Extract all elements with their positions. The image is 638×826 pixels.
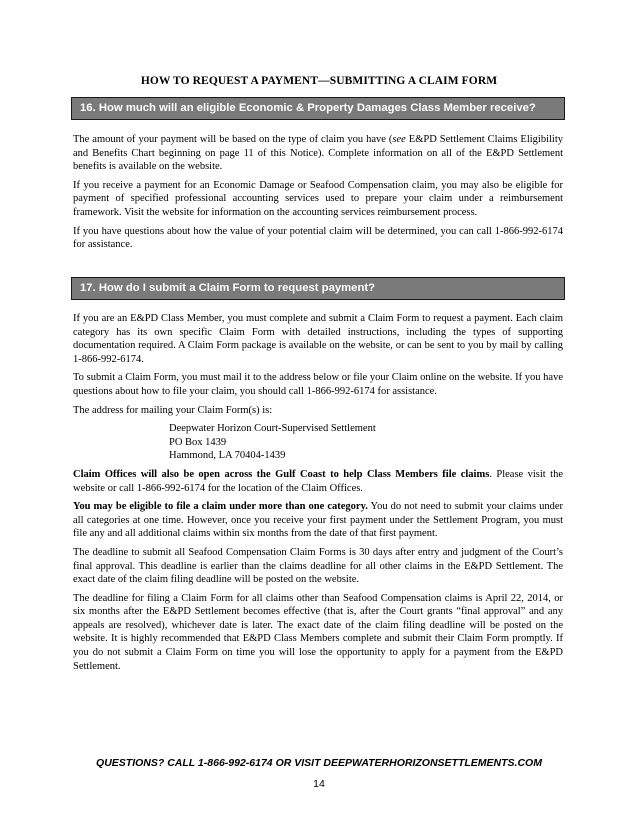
paragraph: The deadline to submit all Seafood Compensation Claim Forms is 30 days after entry and judgment of the Court’s final approval. This deadline is earlier than the claims deadline for all other claims in the E&PD Settlement. The exact date of the claim filing deadline will be posted on the website. [73, 546, 563, 586]
question-17-answer [73, 312, 563, 678]
address-line: PO Box 1439 [169, 436, 227, 448]
text: The amount of your payment will be based on the type of claim you have ( [73, 134, 393, 145]
paragraph [73, 133, 563, 174]
page-title: HOW TO REQUEST A PAYMENT—SUBMITTING A CLAIM FORM [140, 75, 498, 87]
question-16-heading: 16. How much will an eligible Economic & Property Damages Class Member receive? [71, 97, 565, 120]
text: E&PD Settlement Claims Eligibility and Benefits Chart beginning on page 11 of this Notice). Complete information on all of the E&PD Settlement benefits is available on the website. [73, 134, 563, 173]
paragraph: The deadline for filing a Claim Form for all claims other than Seafood Compensation claims is April 22, 2014, or six months after the E&PD Settlement becomes effective (that is, after the Court grants “final approval” and any appeals are resolved), whichever date is later. The exact date of the claim filing deadline will be posted on the website. It is highly recommended that E&PD Class Members complete and submit their Claim Form promptly. If you do not submit a Claim Form on time you will lose the opportunity to apply for a payment from the E&PD Settlement. [73, 592, 563, 672]
page-number: 14 [313, 778, 325, 790]
bold-text: Claim Offices will also be open across the Gulf Coast to help Class Members file claims [73, 468, 490, 480]
paragraph: To submit a Claim Form, you must mail it to the address below or file your Claim online on the website. If you have questions about how to file your claim, you should call 1-866-992-6174 for assistance. [73, 372, 563, 397]
paragraph: If you have questions about how the value of your potential claim will be determined, you can call 1-866-992-6174 for assistance. [73, 225, 563, 251]
bold-text: You may be eligible to file a claim under more than one category. [73, 501, 368, 513]
paragraph [73, 500, 563, 541]
paragraph [73, 468, 563, 495]
text: . Please visit the website or call 1-866-992-6174 for the location of the Claim Offices. [73, 468, 563, 494]
mailing-address [169, 422, 563, 463]
question-16-answer [73, 133, 563, 257]
italic-text: see [392, 134, 406, 145]
paragraph: If you receive a payment for an Economic Damage or Seafood Compensation claim, you may also be eligible for payment of specified professional accounting services used to prepare your claim under a reimbursement framework. Visit the website for information on the accounting services reimbursement process. [73, 179, 563, 218]
question-17-heading: 17. How do I submit a Claim Form to request payment? [71, 277, 565, 300]
text: You do not need to submit your claims under all categories at one time. However, once you receive your first payment under the Settlement Program, you must file any and all additional claims within six months from the date of that first payment. [73, 501, 564, 540]
paragraph: The address for mailing your Claim Form(s) is: [73, 404, 273, 416]
address-line: Deepwater Horizon Court-Supervised Settlement [169, 423, 376, 435]
address-line: Hammond, LA 70404-1439 [169, 450, 286, 462]
footer-contact: QUESTIONS? CALL 1-866-992-6174 OR VISIT DEEPWATERHORIZONSETTLEMENTS.COM [96, 757, 542, 769]
paragraph: If you are an E&PD Class Member, you must complete and submit a Claim Form to request a payment. Each claim category has its own specific Claim Form with detailed instructions, including the types of supporting documentation required. A Claim Form package is available on the website, or can be sent to you by mail by calling 1-866-992-6174. [73, 313, 563, 365]
